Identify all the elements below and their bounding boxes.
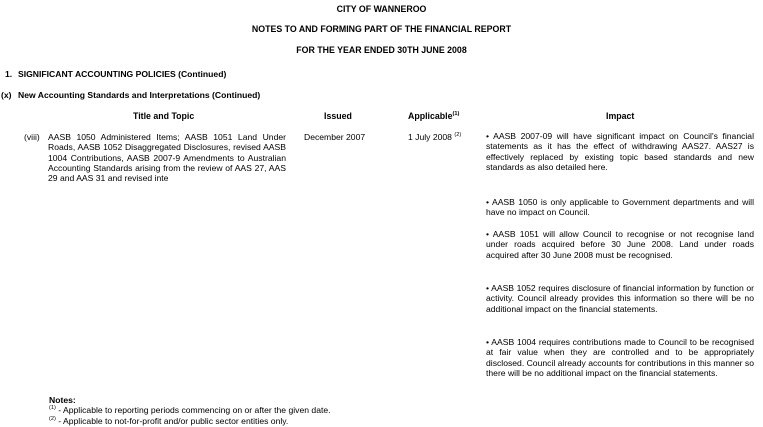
section-title: SIGNIFICANT ACCOUNTING POLICIES (Continued) bbox=[18, 69, 227, 79]
notes-title: Notes: bbox=[49, 395, 76, 405]
report-period: FOR THE YEAR ENDED 30TH JUNE 2008 bbox=[296, 45, 467, 55]
note-item bbox=[49, 405, 331, 415]
column-header-issued: Issued bbox=[324, 111, 352, 121]
impact-item: • AASB 2007-09 will have significant impact on Council's financial statements as it has the effect of withdrawing AAS27. AAS27 is effectively replaced by existing topic based standards and new standards as also detailed here. bbox=[486, 131, 754, 172]
impact-item: • AASB 1052 requires disclosure of financial information by function or activity. Council already provides this information so there will be no additional impact on the financial statements. bbox=[486, 283, 754, 314]
note-text: - Applicable to reporting periods commencing on or after the given date. bbox=[55, 405, 331, 415]
note-marker: (1) bbox=[49, 405, 56, 412]
subsection-label: (x) bbox=[1, 90, 12, 100]
column-header-impact: Impact bbox=[606, 111, 635, 121]
row-applicable-date: 1 July 2008 bbox=[408, 132, 452, 142]
column-header-applicable-footnote: (1) bbox=[452, 111, 460, 118]
row-applicable bbox=[408, 132, 461, 142]
row-title-topic: AASB 1050 Administered Items; AASB 1051 Land Under Roads, AASB 1052 Disaggregated Disclosures, revised AASB 1004 Contributions, AASB 2007-9 Amendments to Australian Accounting Standards arising from the review of AAS 27, AAS 29 and AAS 31 and revised inte bbox=[48, 132, 286, 184]
note-marker: (2) bbox=[49, 416, 56, 423]
column-header-title: Title and Topic bbox=[133, 111, 195, 121]
row-applicable-footnote: (2) bbox=[454, 132, 462, 139]
column-header-applicable bbox=[408, 111, 459, 122]
subsection-title: New Accounting Standards and Interpretations (Continued) bbox=[18, 90, 261, 100]
row-issued: December 2007 bbox=[304, 132, 366, 142]
note-text: - Applicable to not-for-profit and/or public sector entities only. bbox=[55, 416, 289, 426]
note-item bbox=[49, 416, 288, 426]
row-index: (viii) bbox=[24, 132, 40, 142]
impact-item: • AASB 1004 requires contributions made to Council to be recognised at fair value when they are controlled and to be appropriately disclosed. Council already accounts for contributions in this manner so there will be no additional impact on the financial statements. bbox=[486, 337, 754, 378]
impact-item: • AASB 1051 will allow Council to recognise or not recognise land under roads acquired before 30 June 2008. Land under roads acquired after 30 June 2008 must be recognised. bbox=[486, 229, 754, 260]
impact-item: • AASB 1050 is only applicable to Government departments and will have no impact on Council. bbox=[486, 197, 754, 218]
report-title: NOTES TO AND FORMING PART OF THE FINANCIAL REPORT bbox=[251, 24, 512, 34]
column-header-applicable-label: Applicable bbox=[408, 111, 453, 121]
section-number: 1. bbox=[5, 69, 13, 79]
report-entity-title: CITY OF WANNEROO bbox=[336, 4, 427, 14]
